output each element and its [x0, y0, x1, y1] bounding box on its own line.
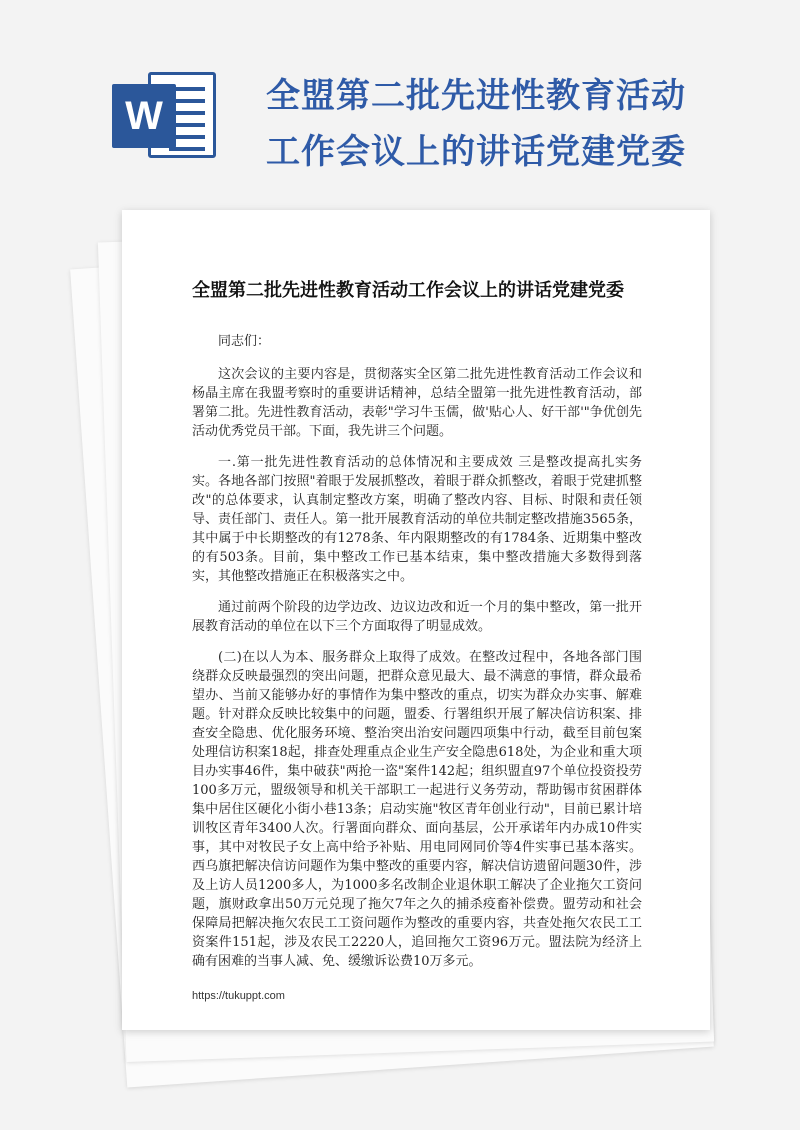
- document-preview-title: 全盟第二批先进性教育活动工作会议上的讲话党建党委: [266, 76, 686, 172]
- body-paragraph: 这次会议的主要内容是，贯彻落实全区第二批先进性教育活动工作会议和杨晶主席在我盟考察时的重要讲话精神，总结全盟第一批先进性教育活动，部署第二批。先进性教育活动，表彰"学习牛玉儒，做'贴心人、好干部'"争优创先活动优秀党员干部。下面，我先讲三个问题。: [192, 367, 642, 439]
- body-paragraph: (二)在以人为本、服务群众上取得了成效。在整改过程中，各地各部门围绕群众反映最强烈的突出问题，把群众意见最大、最不满意的事情，群众最希望办、当前又能够办好的事情作为集中整改的重点，切实为群众办实事、解难题。针对群众反映比较集中的问题，盟委、行署组织开展了解决信访积案、排查安全隐患、优化服务环境、整治突出治安问题四项集中行动，截至目前包案处理信访积案18起，排查处理重点企业生产安全隐患618处，为企业和重大项目办实事46件，集中破获"两抢一盗"案件142起；组织盟直97个单位投资投劳100多万元，盟级领导和机关干部职工一起进行义务劳动，帮助锡市贫困群体集中居住区硬化小街小巷13条；启动实施"牧区青年创业行动"，目前已累计培训牧区青年3400人次。行署面向群众、面向基层，公开承诺年内办成10件实事，其中对牧民子女上高中给予补贴、用电同网同价等4件实事已基本落实。西乌旗把解决信访问题作为集中整改的重要内容，解决信访遗留问题30件，涉及上访人员1200多人，为1000多名改制企业退休职工解决了企业拖欠工资问题，旗财政拿出50万元兑现了拖欠7年之久的捕杀疫畜补偿费。盟劳动和社会保障局把解决拖欠农民工工资问题作为整改的重要内容，共查处拖欠农民工工资案件151起，涉及农民工2220人，追回拖欠工资96万元。盟法院为经济上确有困难的当事人减、免、缓缴诉讼费10万多元。: [192, 650, 642, 969]
- document-page: [122, 210, 710, 1030]
- document-content: [192, 276, 642, 983]
- body-paragraph: 一.第一批先进性教育活动的总体情况和主要成效 三是整改提高扎实务实。各地各部门按照"着眼于发展抓整改，着眼于群众抓整改，着眼于党建抓整改"的总体要求，认真制定整改方案，明确了整改内容、目标、时限和责任领导、责任部门、责任人。第一批开展教育活动的单位共制定整改措施3565条，其中属于中长期整改的有1278条、年内限期整改的有1784条、近期集中整改的有503条。目前，集中整改工作已基本结束，集中整改措施大多数得到落实，其他整改措施正在积极落实之中。: [192, 455, 642, 584]
- footer-url[interactable]: https://tukuppt.com: [192, 990, 285, 1002]
- body-paragraph: 通过前两个阶段的边学边改、边议边改和近一个月的集中整改，第一批开展教育活动的单位在以下三个方面取得了明显成效。: [192, 600, 642, 634]
- preview-header: [0, 0, 800, 200]
- document-heading: 全盟第二批先进性教育活动工作会议上的讲话党建党委: [192, 280, 624, 301]
- word-logo-badge: W: [112, 84, 176, 148]
- word-document-icon: [108, 70, 218, 160]
- greeting-paragraph: 同志们：: [218, 334, 271, 349]
